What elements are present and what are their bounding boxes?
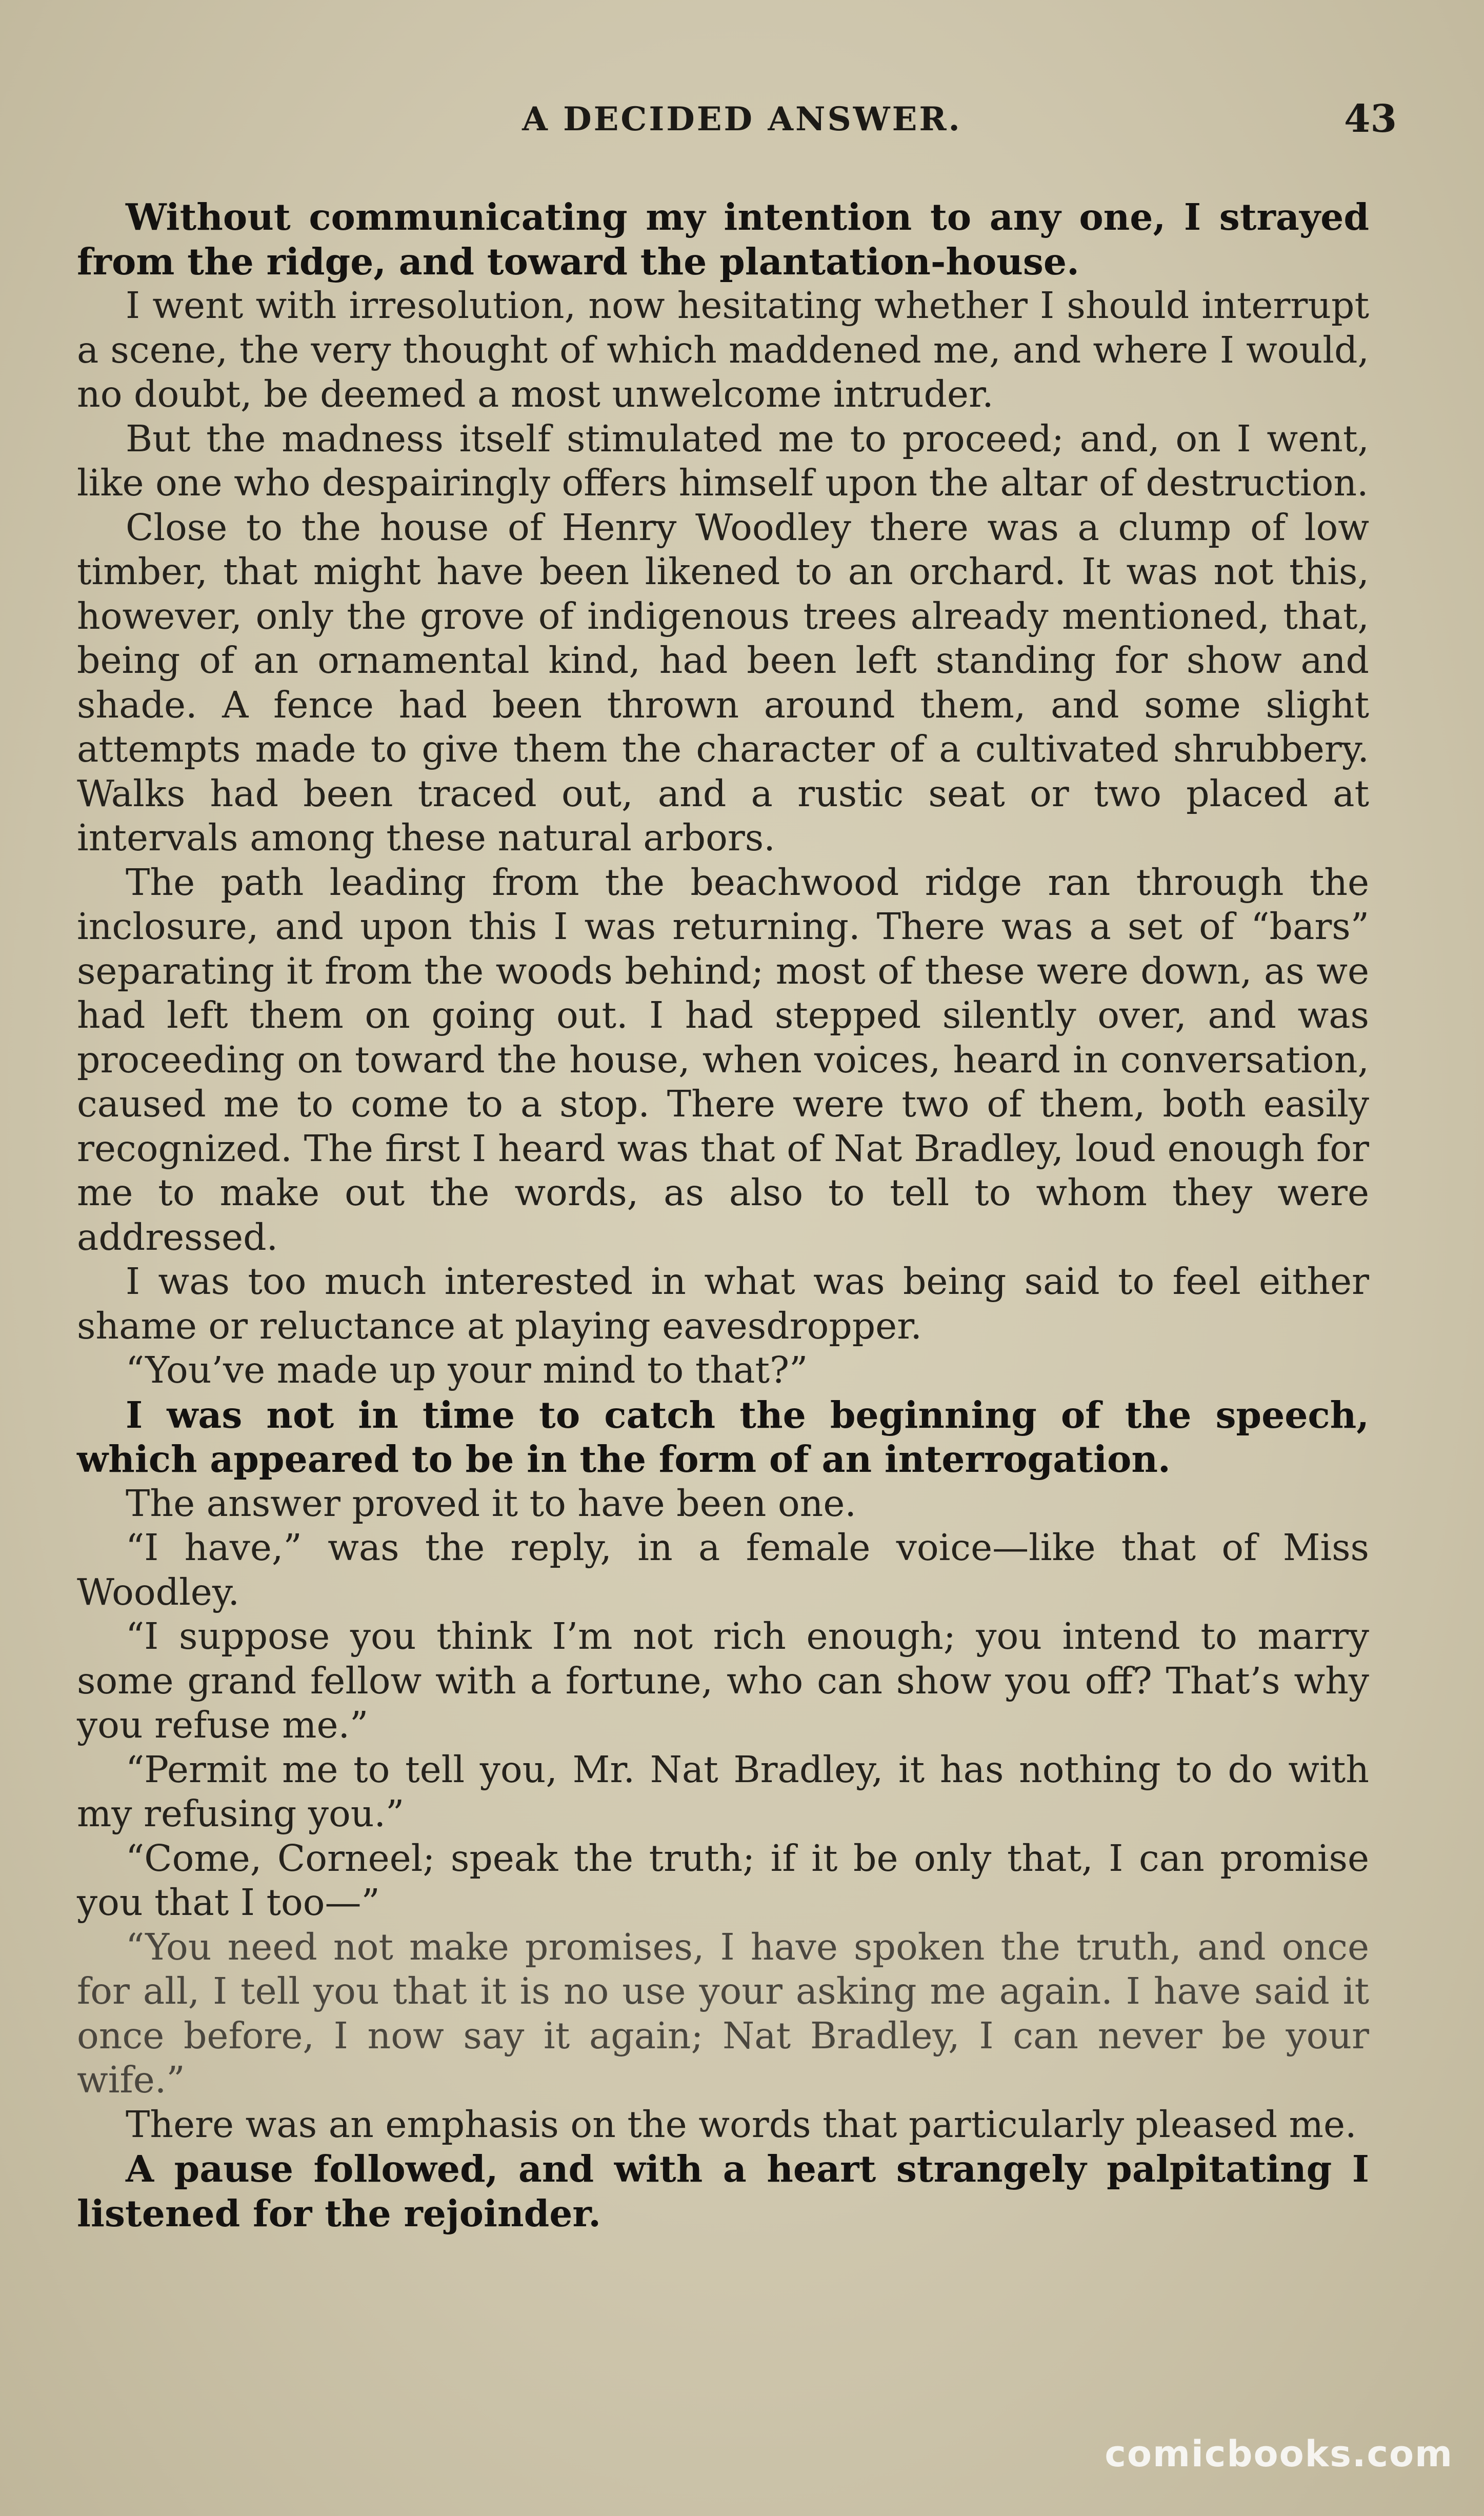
paragraph: “I have,” was the reply, in a female voice—like that of Miss Woodley. — [77, 1526, 1369, 1613]
paragraph: The path leading from the beachwood ridge ran through the inclosure, and upon this I was returning. There was a set of “bars” separating it from the woods behind; most of these were down, as we had left them on going out. I had stepped silently over, and was proceeding on toward the house, when voices, heard in conversation, caused me to come to a stop. There were two of them, both easily recognized. The first I heard was that of Nat Bradley, loud enough for me to make out the words, as also to tell to whom they were addressed. — [77, 861, 1369, 1259]
page-number: 43 — [1344, 97, 1397, 141]
paragraph: “I suppose you think I’m not rich enough; you intend to marry some grand fellow with a fortune, who can show you off? That’s why you refuse me.” — [77, 1615, 1369, 1746]
paragraph: “Come, Corneel; speak the truth; if it be only that, I can promise you that I too—” — [77, 1836, 1369, 1924]
paragraph: I went with irresolution, now hesitating whether I should interrupt a scene, the very thought of which maddened me, and where I would, no doubt, be deemed a most unwelcome intruder. — [77, 284, 1369, 415]
page-header — [77, 97, 1407, 146]
paragraph: Without communicating my intention to any one, I strayed from the ridge, and toward the plantation-house. — [77, 195, 1369, 283]
running-title: A DECIDED ANSWER. — [522, 100, 962, 138]
paragraph: A pause followed, and with a heart strangely palpitating I listened for the rejoinder. — [77, 2147, 1369, 2235]
paragraph: Close to the house of Henry Woodley there was a clump of low timber, that might have been likened to an orchard. It was not this, however, only the grove of indigenous trees already mentioned, that, being of an ornamental kind, had been left standing for show and shade. A fence had been thrown around them, and some slight attempts made to give them the character of a cultivated shrubbery. Walks had been traced out, and a rustic seat or two placed at intervals among these natural arbors. — [77, 506, 1369, 859]
paragraph: “You need not make promises, I have spoken the truth, and once for all, I tell you that it is no use your asking me again. I have said it once before, I now say it again; Nat Bradley, I can never be your wife.” — [77, 1925, 1369, 2101]
watermark: comicbooks.com — [1105, 2433, 1453, 2475]
paragraph: The answer proved it to have been one. — [126, 1482, 856, 1525]
paragraph: I was not in time to catch the beginning of the speech, which appeared to be in the form of an interrogation. — [77, 1393, 1369, 1481]
paragraph: “Permit me to tell you, Mr. Nat Bradley, it has nothing to do with my refusing you.” — [77, 1748, 1369, 1835]
paragraph: But the madness itself stimulated me to proceed; and, on I went, like one who despairingly offers himself upon the altar of destruction. — [77, 417, 1369, 504]
paragraph: I was too much interested in what was being said to feel either shame or reluctance at playing eavesdropper. — [77, 1260, 1369, 1347]
body-text — [77, 195, 1369, 2235]
paragraph: “You’ve made up your mind to that?” — [126, 1349, 808, 1391]
paragraph: There was an emphasis on the words that particularly pleased me. — [126, 2103, 1357, 2146]
